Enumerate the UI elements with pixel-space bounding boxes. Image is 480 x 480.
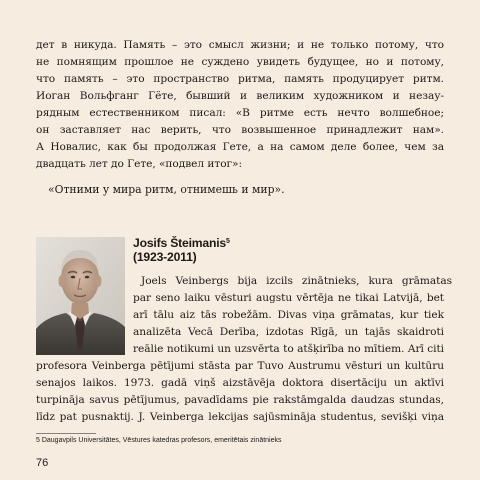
page-number: 76 bbox=[36, 457, 49, 469]
person-name: Josifs Šteimanis bbox=[133, 236, 226, 250]
novalis-quote: «Отними у мира ритм, отнимешь и мир». bbox=[48, 183, 285, 196]
text-line: turpināja savus pētījumus, pavadīdams pie rakstāmgalda daudzas stundas, bbox=[36, 394, 444, 406]
text-line: profesora Veinberga pētījumi stāsta par Tuvo Austrumu vēsturi un kultūru bbox=[36, 360, 444, 372]
text-line: не помнящим прошлое не суждено увидеть будущее, но и потому, bbox=[36, 56, 444, 68]
text-line: он заставляет нас верить, что возвышенное принадлежит нам». bbox=[36, 124, 444, 136]
text-line: А Новалис, как бы продолжая Гете, а на самом деле более, чем за bbox=[36, 141, 444, 153]
text-line: par seno laiku vēsturi augstu vērtēja ne tikai Latvijā, bet bbox=[133, 292, 444, 304]
text-line: senajos laikos. 1973. gadā viņš aizstāvēja doktora disertāciju un aktīvi bbox=[36, 377, 444, 389]
text-line: рядным естественником писал: «В ритме есть нечто волшебное; bbox=[36, 107, 444, 119]
life-years: (1923-2011) bbox=[133, 250, 197, 264]
russian-paragraph bbox=[36, 37, 444, 173]
person-name-heading bbox=[133, 236, 230, 264]
text-line: Joels Veinbergs bija izcils zinātnieks, kura grāmatas bbox=[141, 275, 452, 287]
text-line: дет в никуда. Память – это смысл жизни; и не только потому, что bbox=[36, 39, 444, 51]
text-line: двадцать лет до Гете, «подвел итог»: bbox=[36, 158, 242, 170]
text-line: arī tālu aiz tās robežām. Divas viņa grāmatas, kur tiek bbox=[133, 309, 444, 321]
text-line: Иоган Вольфганг Гёте, бывший и великим художником и незау- bbox=[36, 90, 444, 102]
text-line: analizēta Vecā Derība, izdotas Rīgā, un tajās skaidroti bbox=[133, 326, 444, 338]
latvian-paragraph bbox=[36, 273, 452, 426]
footnote-divider bbox=[36, 433, 96, 434]
text-line: что память – это пространство ритма, память продуцирует ритм. bbox=[36, 73, 444, 85]
footnote-marker: 5 bbox=[226, 238, 230, 245]
text-line: līdz pat pusnaktij. J. Veinberga lekcijas sajūsmināja studentus, sevišķi viņa bbox=[36, 411, 444, 423]
footnote: 5 Daugavpils Universitātes, Vēstures katedras profesors, emeritētais zinātnieks bbox=[36, 437, 282, 444]
text-line: reālie notikumi un uzsvērta to atšķirība no mītiem. Arī citi bbox=[133, 343, 444, 355]
